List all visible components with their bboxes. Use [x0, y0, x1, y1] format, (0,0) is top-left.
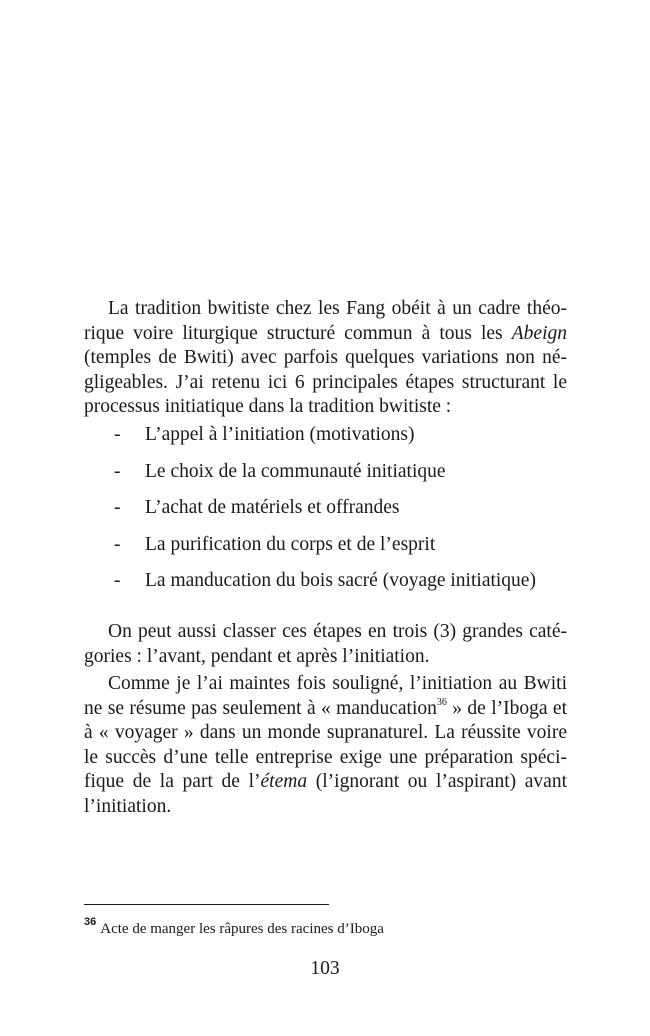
text-line: gligeables. J’ai retenu ici 6 principales étapes structurant le	[84, 371, 567, 393]
list-bullet-dash: -	[114, 497, 121, 519]
list-item	[84, 459, 567, 496]
text-line: ne se résume pas seulement à « manducation	[84, 697, 437, 719]
list-bullet-dash: -	[114, 570, 121, 592]
text-line: (l’ignorant ou l’aspirant) avant	[307, 771, 567, 793]
list-item	[84, 568, 567, 605]
text-line: La tradition bwitiste chez les Fang obéit à un cadre théo-	[108, 298, 567, 319]
list-bullet-dash: -	[114, 424, 121, 445]
text-line: processus initiatique dans la tradition bwitiste :	[84, 396, 452, 418]
text-line: » de l’Iboga et	[446, 697, 567, 719]
list-item-text: L’appel à l’initiation (motivations)	[145, 424, 415, 445]
initiation-steps-list	[84, 422, 567, 605]
list-item-text: L’achat de matériels et offrandes	[145, 497, 400, 519]
text-line: rique voire liturgique structuré commun à tous les	[84, 322, 512, 344]
text-line: On peut aussi classer ces étapes en trois (3) grandes caté-	[108, 621, 567, 642]
text-line: (temples de Bwiti) avec parfois quelques variations non né-	[84, 347, 567, 369]
text-line: Comme je l’ai maintes fois souligné, l’initiation au Bwiti	[108, 673, 567, 694]
text-line: à « voyager » dans un monde supranaturel. La réussite voire	[84, 722, 567, 744]
paragraph-manducation	[84, 672, 567, 820]
footnote-number: 36	[84, 916, 97, 928]
text-line: le succès d’une telle entreprise exige une préparation spéci-	[84, 746, 567, 768]
list-bullet-dash: -	[114, 533, 121, 555]
text-line: l’initiation.	[84, 795, 172, 817]
paragraph-categories	[84, 620, 567, 669]
list-item-text: Le choix de la communauté initiatique	[145, 460, 446, 482]
list-item	[84, 532, 567, 569]
list-item-text: La purification du corps et de l’esprit	[145, 533, 436, 555]
paragraph-intro	[84, 297, 567, 420]
italic-term-abeign: Abeign	[511, 322, 567, 344]
footnote-separator	[84, 904, 329, 905]
footnote-text: Acte de manger les râpures des racines d’Iboga	[100, 921, 384, 937]
footnote-reference[interactable]: 36	[436, 697, 447, 709]
list-item	[84, 495, 567, 532]
list-bullet-dash: -	[114, 460, 121, 482]
list-item	[84, 422, 567, 459]
footnote	[84, 914, 567, 939]
italic-term-etema: étema	[260, 771, 308, 793]
text-line: fique de la part de l’	[84, 771, 261, 793]
text-line: gories : l’avant, pendant et après l’initiation.	[84, 645, 430, 667]
list-item-text: La manducation du bois sacré (voyage initiatique)	[145, 570, 536, 592]
page-number: 103	[310, 958, 340, 979]
